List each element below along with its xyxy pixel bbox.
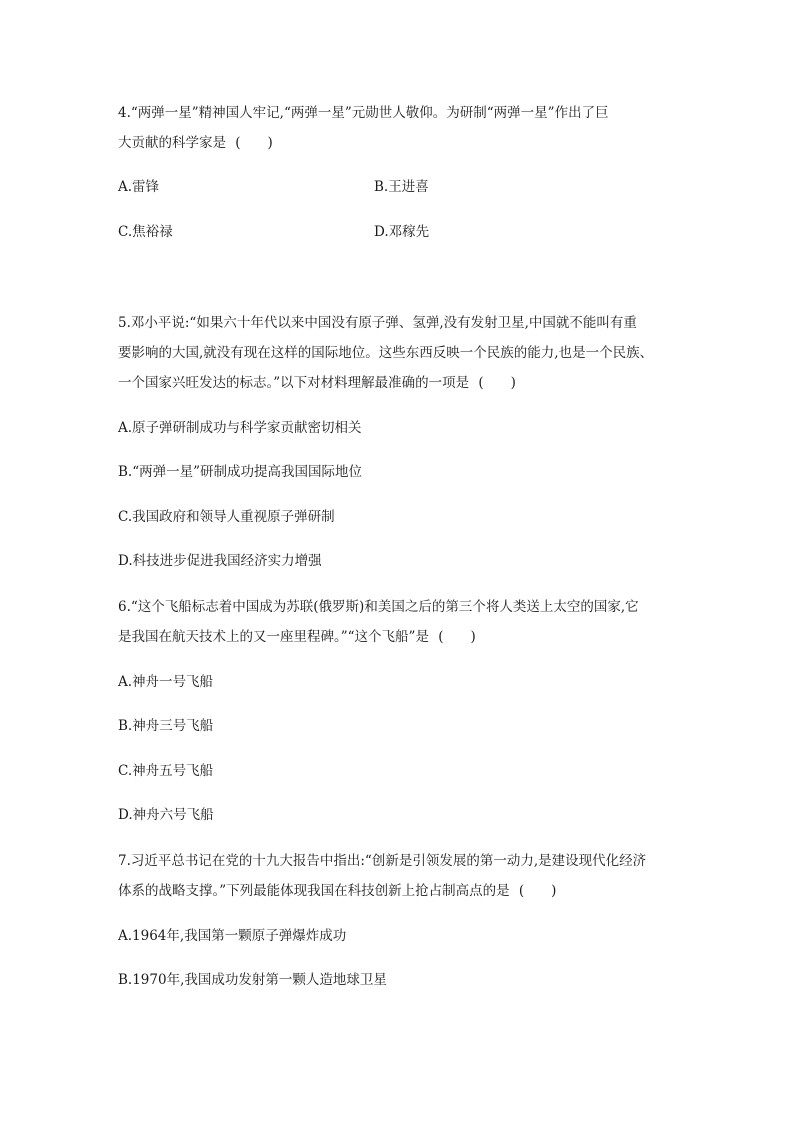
q4-option-a: A.雷锋	[118, 179, 160, 195]
q6-option-d: D.神舟六号飞船	[118, 807, 214, 823]
q7-stem-line-2	[118, 881, 566, 901]
q4-stem-line-2	[118, 133, 282, 153]
q6-stem-line-2	[118, 627, 485, 647]
q7-stem-line-1: 7.习近平总书记在党的十九大报告中指出:“创新是引领发展的第一动力,是建设现代化经济	[118, 853, 647, 869]
q7-option-a: A.1964年,我国第一颗原子弹爆炸成功	[118, 928, 347, 944]
q5-stem-text: 一个国家兴旺发达的标志。”以下对材料理解最准确的一项是	[118, 375, 470, 391]
q5-option-b: B.“两弹一星”研制成功提高我国国际地位	[118, 464, 363, 480]
q5-stem-line-1: 5.邓小平说:“如果六十年代以来中国没有原子弹、氢弹,没有发射卫星,中国就不能叫有重	[118, 315, 637, 331]
q4-option-b: B.王进喜	[374, 179, 429, 195]
q5-option-a: A.原子弹研制成功与科学家贡献密切相关	[118, 420, 362, 436]
q6-option-a: A.神舟一号飞船	[118, 674, 214, 690]
q4-option-c: C.焦裕禄	[118, 224, 173, 240]
q6-option-c: C.神舟五号飞船	[118, 763, 214, 779]
q6-stem-line-1: 6.“这个飞船标志着中国成为苏联(俄罗斯)和美国之后的第三个将人类送上太空的国家,它	[118, 599, 639, 615]
q6-answer-paren: ( )	[438, 629, 476, 645]
q7-option-b: B.1970年,我国成功发射第一颗人造地球卫星	[118, 972, 387, 988]
q4-answer-paren: ( )	[235, 135, 273, 151]
q7-answer-paren: ( )	[518, 883, 557, 899]
q6-stem-text: 是我国在航天技术上的又一座里程碑。”“这个飞船”是	[118, 629, 429, 645]
q5-option-c: C.我国政府和领导人重视原子弹研制	[118, 509, 335, 525]
q4-option-d: D.邓稼先	[374, 224, 430, 240]
q5-stem-line-2: 要影响的大国,就没有现在这样的国际地位。这些东西反映一个民族的能力,也是一个民族、	[118, 345, 654, 361]
q5-option-d: D.科技进步促进我国经济实力增强	[118, 553, 322, 569]
q6-option-b: B.神舟三号飞船	[118, 718, 214, 734]
q5-stem-line-3	[118, 373, 525, 393]
q5-answer-paren: ( )	[478, 375, 516, 391]
q4-stem-line-1: 4.“两弹一星”精神国人牢记,“两弹一星”元勋世人敬仰。为研制“两弹一星”作出了巨	[118, 105, 609, 121]
q4-stem-text: 大贡献的科学家是	[118, 135, 226, 151]
q7-stem-text: 体系的战略支撑。”下列最能体现我国在科技创新上抢占制高点的是	[118, 883, 510, 899]
